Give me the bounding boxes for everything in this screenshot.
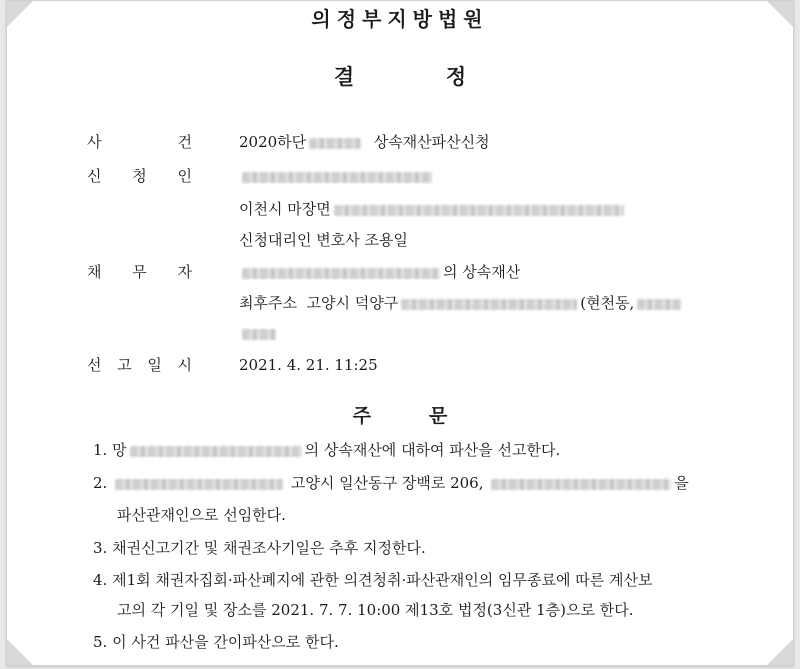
order-item-2-cont: 파산관재인으로 선임한다. xyxy=(117,506,286,524)
title-char: 결 xyxy=(333,65,355,89)
redacted-text xyxy=(242,268,440,279)
document-page xyxy=(6,0,794,666)
debtor-last-address: 최후주소 고양시 덕양구 (현천동, xyxy=(239,293,684,313)
court-name: 의정부지방법원 xyxy=(311,7,489,31)
page-corner-fold xyxy=(767,639,793,665)
order-title: 주 문 xyxy=(352,405,448,427)
redacted-text xyxy=(637,299,681,310)
declaration-label: 선 고 일 시 xyxy=(87,356,192,374)
redacted-text xyxy=(309,138,361,149)
redacted-text xyxy=(115,479,283,490)
order-item-3: 3. 채권신고기간 및 채권조사기일은 추후 지정한다. xyxy=(93,539,426,557)
redacted-text xyxy=(491,479,671,490)
order-item-1: 1. 망 의 상속재산에 대하여 파산을 선고한다. xyxy=(93,441,561,459)
redacted-text xyxy=(130,446,302,457)
debtor-label: 채 무 자 xyxy=(87,263,192,281)
applicant-agent: 신청대리인 변호사 조용일 xyxy=(239,231,408,249)
applicant-label: 신 청 인 xyxy=(87,167,192,185)
redacted-text xyxy=(242,172,432,183)
case-value: 2020하단 상속재산파산신청 xyxy=(239,133,490,151)
order-item-2: 2. 고양시 일산동구 장백로 206, 을 xyxy=(93,474,689,492)
applicant-address: 이천시 마장면 xyxy=(239,199,627,219)
applicant-name xyxy=(239,166,435,186)
page-corner-fold xyxy=(7,639,33,665)
order-item-4: 4. 제1회 채권자집회·파산폐지에 관한 의견청취·파산관재인의 임무종료에 따른 계산보 xyxy=(93,571,653,589)
redacted-text xyxy=(242,329,276,340)
redacted-text xyxy=(334,205,624,216)
declaration-datetime: 2021. 4. 21. 11:25 xyxy=(239,356,378,374)
debtor-value: 의 상속재산 xyxy=(239,262,520,282)
order-item-4-cont: 고의 각 기일 및 장소를 2021. 7. 7. 10:00 제13호 법정(3신관 1층)으로 한다. xyxy=(117,601,634,619)
redacted-text xyxy=(401,299,577,310)
title-char: 정 xyxy=(445,65,467,89)
case-label: 사 건 xyxy=(87,133,192,151)
document-title xyxy=(7,61,793,91)
order-item-5: 5. 이 사건 파산을 간이파산으로 한다. xyxy=(93,633,339,651)
